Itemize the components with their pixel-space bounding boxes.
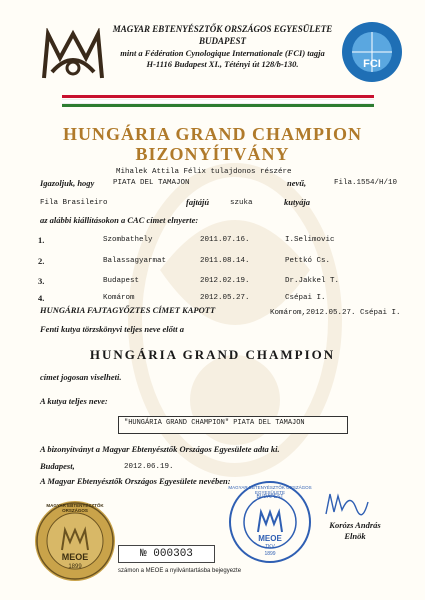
owner-name: Mihalek Attila Félix tulajdonos részére — [116, 168, 292, 176]
stamp-mid: MEOE — [258, 534, 282, 543]
breed-label: fajtájú — [186, 197, 210, 207]
dog-name: PIATA DEL TAMAJON — [113, 179, 190, 187]
show-date: 2012.02.19. — [200, 277, 250, 285]
show-number: 2. — [38, 256, 45, 266]
serial-number: 000303 — [153, 548, 193, 560]
seal-left-mid: MEOE — [61, 552, 89, 562]
show-date: 2012.05.27. — [200, 294, 250, 302]
show-number: 4. — [38, 293, 45, 303]
issue-city: Budapest, — [40, 461, 75, 471]
gold-seal-left — [34, 500, 116, 582]
full-name-label: A kutya teljes neve: — [40, 396, 108, 406]
stamp-year: 1899 — [264, 551, 276, 557]
fci-seal — [340, 20, 404, 84]
named-dog-text: Fenti kutya törzskönyvi teljes neve előtt a — [40, 324, 185, 334]
signer-name: Korózs András — [329, 520, 381, 530]
org-name: MAGYAR EBTENYÉSZTŐK ORSZÁGOS EGYESÜLETE — [112, 24, 333, 34]
fci-globe-icon — [340, 20, 404, 84]
show-date: 2011.08.14. — [200, 257, 250, 265]
org-address: H-1116 Budapest XI., Tétényi út 128/b-130. — [146, 59, 299, 69]
show-judge: Dr.Jakkel T. — [285, 277, 340, 285]
show-place: Komárom — [103, 294, 135, 302]
reg-number: Fila.1554/H/10 — [334, 179, 398, 187]
serial-prefix: № — [140, 548, 147, 560]
title-line-1: HUNGÁRIA GRAND CHAMPION — [63, 124, 362, 144]
show-place: Szombathely — [103, 236, 153, 244]
flag-stripe-red — [62, 95, 374, 98]
org-city: BUDAPEST — [198, 36, 246, 46]
title-line-2: BIZONYÍTVÁNY — [135, 144, 290, 164]
breed-winner-value: Komárom,2012.05.27. Csépai I. — [270, 309, 401, 317]
issued-by: A bizonyítványt a Magyar Ebtenyésztők Országos Egyesülete adta ki. — [40, 444, 280, 454]
breed-value: Fila Brasileiro — [40, 199, 108, 207]
fci-membership: mint a Fédération Cynologique Internationale (FCI) tagja — [120, 48, 325, 58]
fci-abbr: FCI — [363, 58, 381, 70]
dog-label: kutyája — [284, 197, 310, 207]
full-name-value: "HUNGÁRIA GRAND CHAMPION" PIATA DEL TAMAJON — [124, 419, 305, 427]
certify-label: Igazoljuk, hogy — [40, 178, 95, 188]
signer-title: Elnök — [344, 531, 366, 541]
issue-date: 2012.06.19. — [124, 463, 174, 471]
serial-box — [118, 545, 215, 563]
show-judge: I.Selimovic — [285, 236, 335, 244]
show-judge: Pettkó Cs. — [285, 257, 331, 265]
breed-winner-label: HUNGÁRIA FAJTAGYŐZTES CÍMET KAPOTT — [40, 305, 216, 315]
name-suffix: nevű, — [287, 178, 307, 188]
show-judge: Csépai I. — [285, 294, 326, 302]
show-date: 2011.07.16. — [200, 236, 250, 244]
flag-stripe-green — [62, 104, 374, 107]
stamp-tkv: TKV — [265, 544, 275, 550]
show-place: Balassagyarmat — [103, 257, 167, 265]
on-behalf: A Magyar Ebtenyésztők Országos Egyesülete nevében: — [40, 476, 231, 486]
show-number: 1. — [38, 235, 45, 245]
shows-intro: az alábbi kiállításokon a CAC címet elnyerte: — [40, 215, 199, 225]
seal-left-top: MAGYAR EBTENYÉSZTŐK ORSZÁGOS — [46, 503, 104, 513]
grand-champion-title: HUNGÁRIA GRAND CHAMPION — [89, 347, 336, 362]
stamp-right — [228, 480, 312, 564]
registry-note: számon a MEOE a nyilvántartásba bejegyezte — [118, 568, 242, 574]
seal-left-year: 1899 — [68, 564, 82, 570]
stamp-city: BUDAPEST — [256, 494, 284, 500]
show-number: 3. — [38, 276, 45, 286]
title-right-text: címet jogosan viselheti. — [40, 372, 122, 382]
breed-color: szuka — [230, 199, 253, 207]
meoe-logo-icon — [38, 28, 108, 83]
show-place: Budapest — [103, 277, 140, 285]
signature-scribble-icon — [322, 488, 372, 520]
stamp-top: MAGYAR EBTENYÉSZTŐK ORSZÁGOS EGYESÜLETE — [228, 485, 312, 495]
